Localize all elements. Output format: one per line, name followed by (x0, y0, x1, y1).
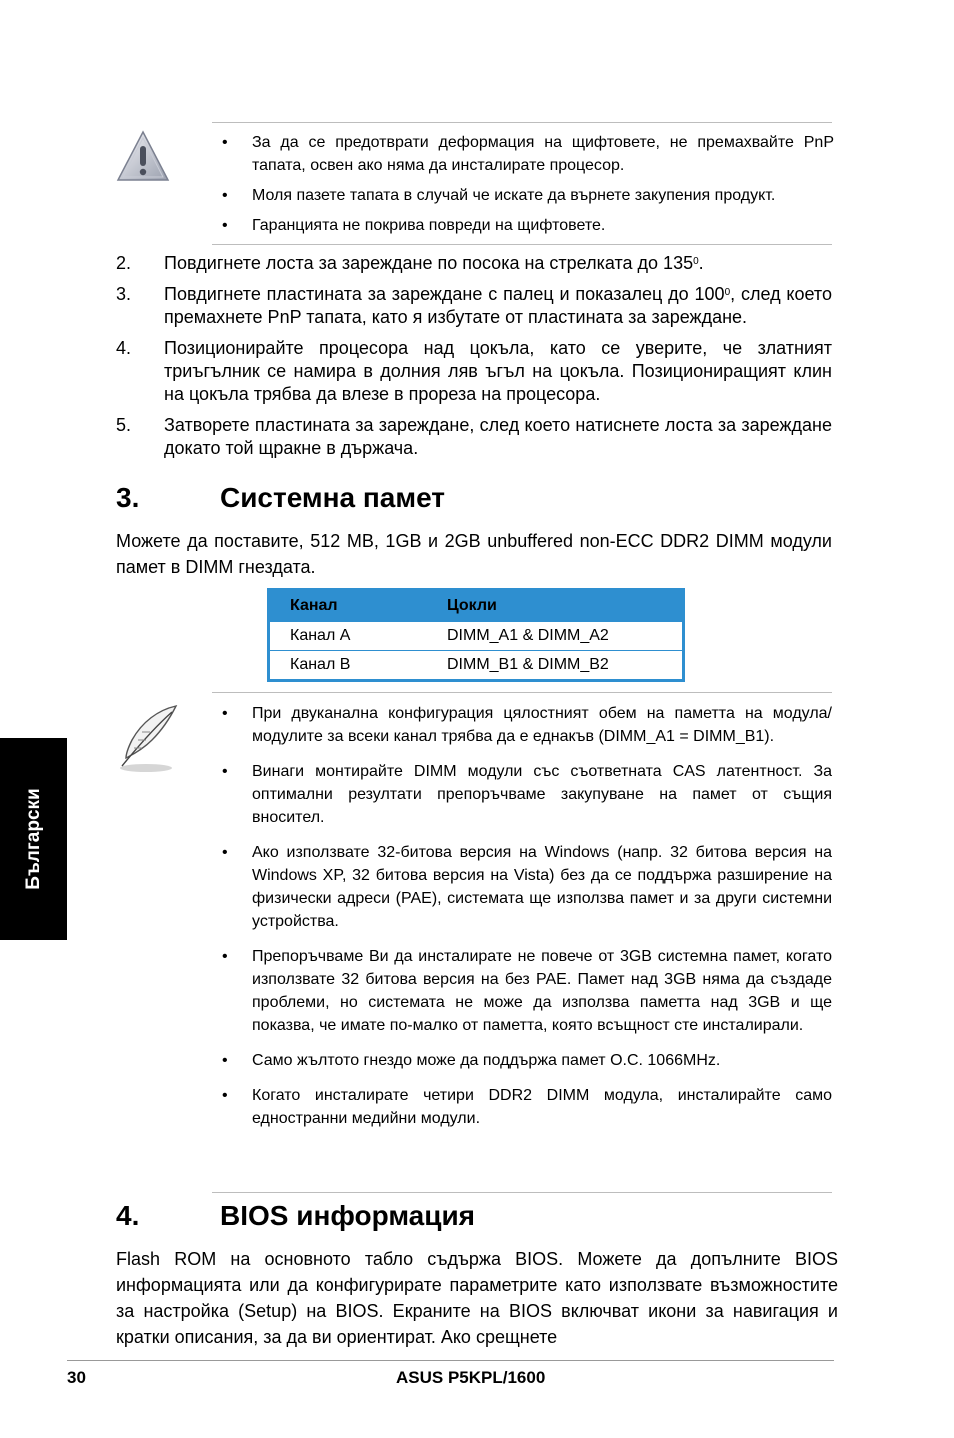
caution-item: • Моля пазете тапата в случай че искате да върнете закупения продукт. (212, 184, 834, 207)
table-cell: DIMM_A1 & DIMM_A2 (427, 622, 684, 651)
section-3-intro: Можете да поставите, 512 MB, 1GB и 2GB unbuffered non-ECC DDR2 DIMM модули памет в DIMM гнездата. (116, 531, 832, 577)
step-number: 5. (116, 415, 132, 435)
caution-item: • Гаранцията не покрива повреди на щифтовете. (212, 214, 834, 237)
note-item: • Препоръчваме Ви да инсталирате не повече от 3GB системна памет, когато използвате 32 битова версия на без PAE. Памет над 3GB няма да създаде проблеми, но системата не може да използва паметта над 3GB и ще показва, че имате по-малко от паметта, която всъщност сте инсталирали. (212, 945, 832, 1037)
memory-channel-table (267, 588, 685, 682)
note-bottom-rule (212, 1192, 832, 1193)
note-item: • При двуканална конфигурация цялостният обем на паметта на модула/модулите за всеки канал трябва да е еднакъв (DIMM_A1 = DIMM_B1). (212, 702, 832, 748)
note-item: • Винаги монтирайте DIMM модули със съответната CAS латентност. За оптимални резултати препоръчваме закупуване на памет от същия вносител. (212, 760, 832, 829)
step-text: Повдигнете пластината за зареждане с палец и показалец до $100^0$, след което премахнете PnP тапата, като я избутате от пластината за зареждане. (164, 284, 832, 327)
installation-steps (116, 252, 832, 468)
note-item: • Ако използвате 32-битова версия на Windows (напр. 32 битова версия на Windows XP, 32 битова версия на Vista) без да се поддържа разширение на физически адреси (PAE), системата ще използва памет и за други системни устройства. (212, 841, 832, 933)
step-number: 2. (116, 253, 132, 273)
step-item (116, 337, 832, 406)
note-item: • Само жълтото гнездо може да поддържа памет O.C. 1066MHz. (212, 1049, 832, 1072)
table-row (269, 651, 684, 681)
step-text: Позиционирайте процесора над цокъла, като се уверите, че златният триъгълник се намира в долния ляв ъгъл на цокъла. Позициониращият клин на цокъла трябва да влезе в прореза на процесора. (164, 338, 832, 404)
table-row (269, 622, 684, 651)
caution-bottom-rule (212, 244, 832, 245)
caution-item: • За да се предотврати деформация на щифтовете, не премахвайте PnP тапата, освен ако няма да инсталирате процесор. (212, 131, 834, 177)
step-item (116, 414, 832, 460)
warning-triangle-icon (116, 130, 170, 182)
step-number: 4. (116, 338, 132, 358)
note-top-rule (212, 692, 832, 693)
language-label: Български (22, 788, 44, 890)
table-header-channel: Канал (269, 590, 428, 622)
caution-list (212, 131, 834, 244)
step-item (116, 252, 832, 275)
section-4-heading: 4. BIOS информация (116, 1200, 476, 1231)
table-header-row (269, 590, 684, 622)
section-3-heading: 3. Системна памет (116, 482, 446, 513)
step-text: Затворете пластината за зареждане, след което натиснете лоста за зареждане докато той щракне в държача. (164, 415, 832, 458)
section-4-intro: Flash ROM на основното табло съдържа BIOS. Можете да допълните BIOS информацията или да конфигурирате параметрите като използвате възможностите за настройка (Setup) на BIOS. Екраните на BIOS включват икони за навигация и кратки описания, за да ви ориентират. Ако срещнете (116, 1249, 838, 1347)
table-cell: Канал B (269, 651, 428, 681)
language-side-tab (0, 738, 67, 940)
table-header-slots: Цокли (427, 590, 684, 622)
step-item (116, 283, 832, 329)
page-number: 30 (67, 1368, 86, 1387)
note-item: • Когато инсталирате четири DDR2 DIMM модула, инсталирайте само едностранни медийни модули. (212, 1084, 832, 1130)
quill-note-icon (112, 702, 182, 774)
table-cell: Канал A (269, 622, 428, 651)
caution-top-rule (212, 122, 832, 123)
table-cell: DIMM_B1 & DIMM_B2 (427, 651, 684, 681)
step-number: 3. (116, 284, 132, 304)
note-list (212, 702, 832, 1142)
step-text: Повдигнете лоста за зареждане по посока на стрелката до $135^0$. (164, 253, 704, 273)
footer-rule (67, 1360, 834, 1361)
product-name: ASUS P5KPL/1600 (396, 1368, 546, 1387)
